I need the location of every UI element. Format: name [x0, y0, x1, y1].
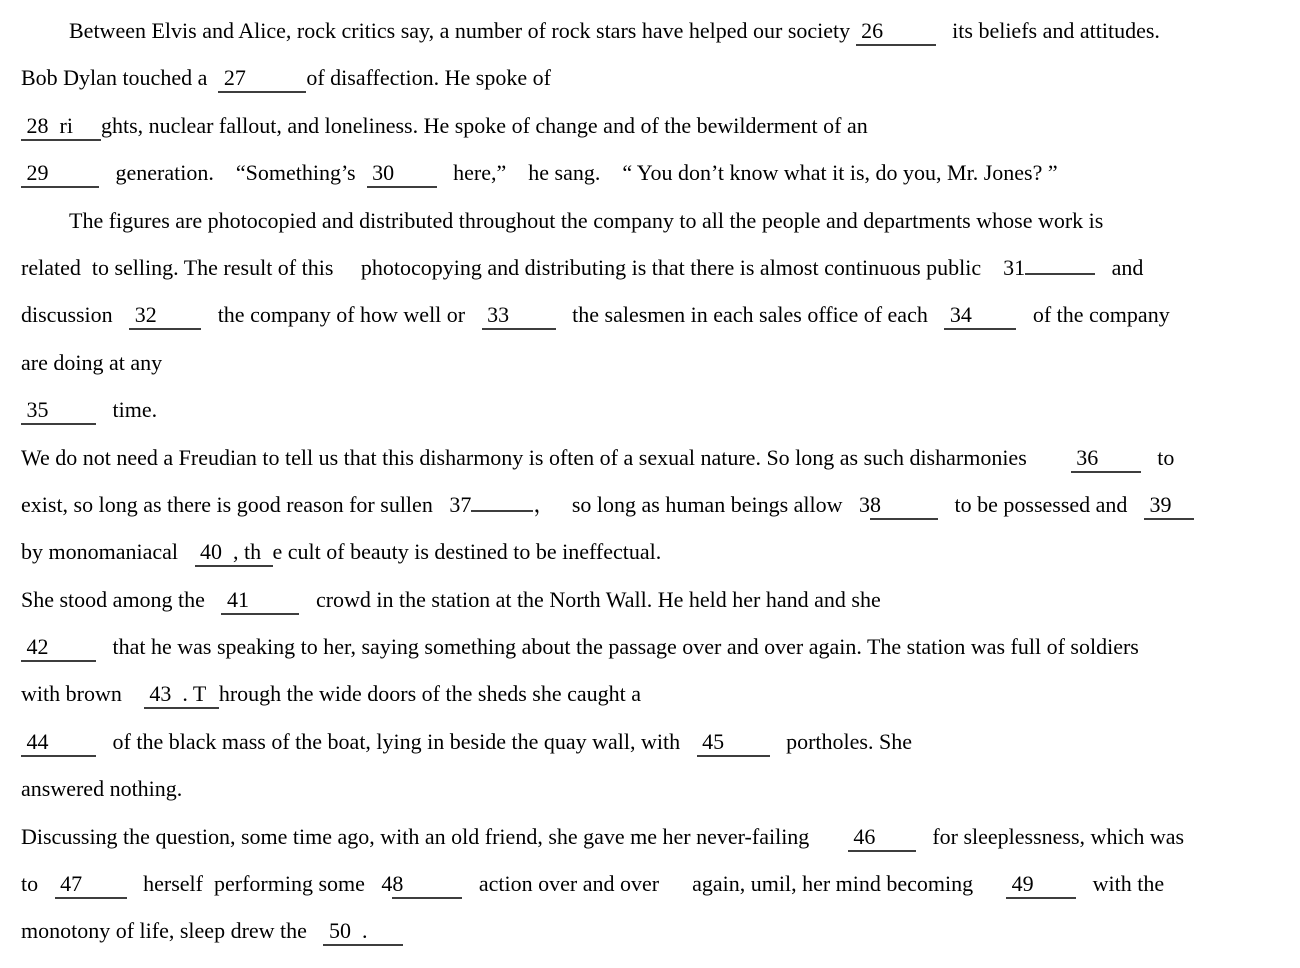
blank-44: 44 [21, 729, 96, 757]
text-segment: herself performing some 4 [126, 871, 393, 897]
blank-43: 43 . T [144, 681, 219, 709]
text-segment: exist, so long as there is good reason for sullen 37 [21, 491, 472, 517]
text-segment: discussion [21, 302, 130, 328]
text-segment: of the company [1016, 302, 1170, 328]
text-segment: to [1140, 444, 1175, 470]
text-segment: crowd in the station at the North Wall. He held her hand and she [299, 586, 881, 612]
blank-46: 46 [848, 824, 916, 852]
text-line [21, 576, 1274, 623]
blank-28: 28 ri [21, 113, 101, 141]
blank-49: 49 [1006, 871, 1076, 899]
text-line [21, 813, 1274, 860]
text-line [21, 386, 1274, 433]
text-segment: e cult of beauty is destined to be ineffectual. [272, 539, 662, 565]
text-segment: related to selling. The result of this photocopying and distributing is that there is almost continuous public 31 [21, 254, 1026, 280]
text-segment: by monomaniacal [21, 539, 195, 565]
blank-37 [471, 510, 533, 512]
blank-30: 30 [367, 160, 437, 188]
text-line [21, 718, 1274, 765]
text-line [21, 54, 1274, 101]
blank-45: 45 [697, 729, 770, 757]
blank-39: 39 [1144, 492, 1194, 520]
text-segment: of the black mass of the boat, lying in beside the quay wall, with [96, 728, 697, 754]
text-segment: The figures are photocopied and distributed throughout the company to all the people and departments whose work is [69, 207, 1104, 233]
blank-41: 41 [221, 587, 299, 615]
text-line [21, 528, 1274, 575]
blank-50: 50 . [323, 918, 403, 946]
blank-35: 35 [21, 397, 96, 425]
text-segment: the salesmen in each sales office of each [555, 302, 945, 328]
text-segment: of disaffection. He spoke of [306, 65, 551, 91]
blank-34: 34 [944, 302, 1016, 330]
blank-26: 26 [856, 18, 936, 46]
text-segment: We do not need a Freudian to tell us that this disharmony is often of a sexual nature. So long as such disharmonies [21, 444, 1071, 470]
blank-47: 47 [55, 871, 127, 899]
text-line [21, 907, 1274, 954]
text-segment: to be possessed and [938, 491, 1144, 517]
text-line [21, 765, 1274, 812]
blank-42: 42 [21, 634, 96, 662]
text-segment: the company of how well or [201, 302, 482, 328]
blank-48: 8 [392, 871, 462, 899]
text-segment: that he was speaking to her, saying something about the passage over and over again. The station was full of soldiers [96, 634, 1139, 660]
text-segment: generation. “Something’s [99, 160, 367, 186]
text-segment: ghts, nuclear fallout, and loneliness. He spoke of change and of the bewilderment of an [101, 112, 868, 138]
blank-31 [1025, 273, 1095, 275]
text-segment: answered nothing. [21, 776, 183, 802]
blank-32: 32 [129, 302, 201, 330]
text-segment: Bob Dylan touched a [21, 65, 219, 91]
blank-29: 29 [21, 160, 99, 188]
text-segment: She stood among the [21, 586, 222, 612]
text-segment: portholes. She [769, 728, 912, 754]
text-segment: Between Elvis and Alice, rock critics say, a number of rock stars have helped our society [69, 18, 856, 43]
blank-40: 40 , th [195, 539, 273, 567]
text-line [21, 102, 1274, 149]
text-segment: are doing at any [21, 349, 163, 375]
text-line [21, 623, 1274, 670]
text-segment: for sleeplessness, which was [915, 823, 1185, 849]
text-line [21, 670, 1274, 717]
text-line [21, 860, 1274, 907]
text-segment: with brown [21, 681, 144, 707]
text-segment: hrough the wide doors of the sheds she caught a [218, 681, 642, 707]
text-line [21, 149, 1274, 196]
text-line [21, 291, 1274, 338]
text-segment: to [21, 871, 55, 897]
text-segment: with the [1076, 871, 1165, 897]
blank-36: 36 [1071, 445, 1141, 473]
text-segment: monotony of life, sleep drew the [21, 918, 324, 944]
text-segment: time. [96, 397, 158, 423]
text-segment: ， so long as human beings allow 3 [533, 491, 871, 517]
text-segment: its beliefs and attitudes. [935, 18, 1160, 43]
text-line [21, 7, 1274, 54]
blank-38: 8 [870, 492, 938, 520]
text-segment: action over and over again, umil, her mind becoming [462, 871, 1007, 897]
text-segment: Discussing the question, some time ago, with an old friend, she gave me her never-failing [21, 823, 848, 849]
text-segment: here,” he sang. “ You don’t know what it is, do you, Mr. Jones? ” [436, 160, 1058, 186]
blank-33: 33 [482, 302, 556, 330]
text-line [21, 244, 1274, 291]
text-line [21, 197, 1274, 244]
text-line [21, 434, 1274, 481]
text-line [21, 481, 1274, 528]
text-line [21, 339, 1274, 386]
blank-27: 27 [218, 65, 306, 93]
text-segment: and [1095, 254, 1144, 280]
